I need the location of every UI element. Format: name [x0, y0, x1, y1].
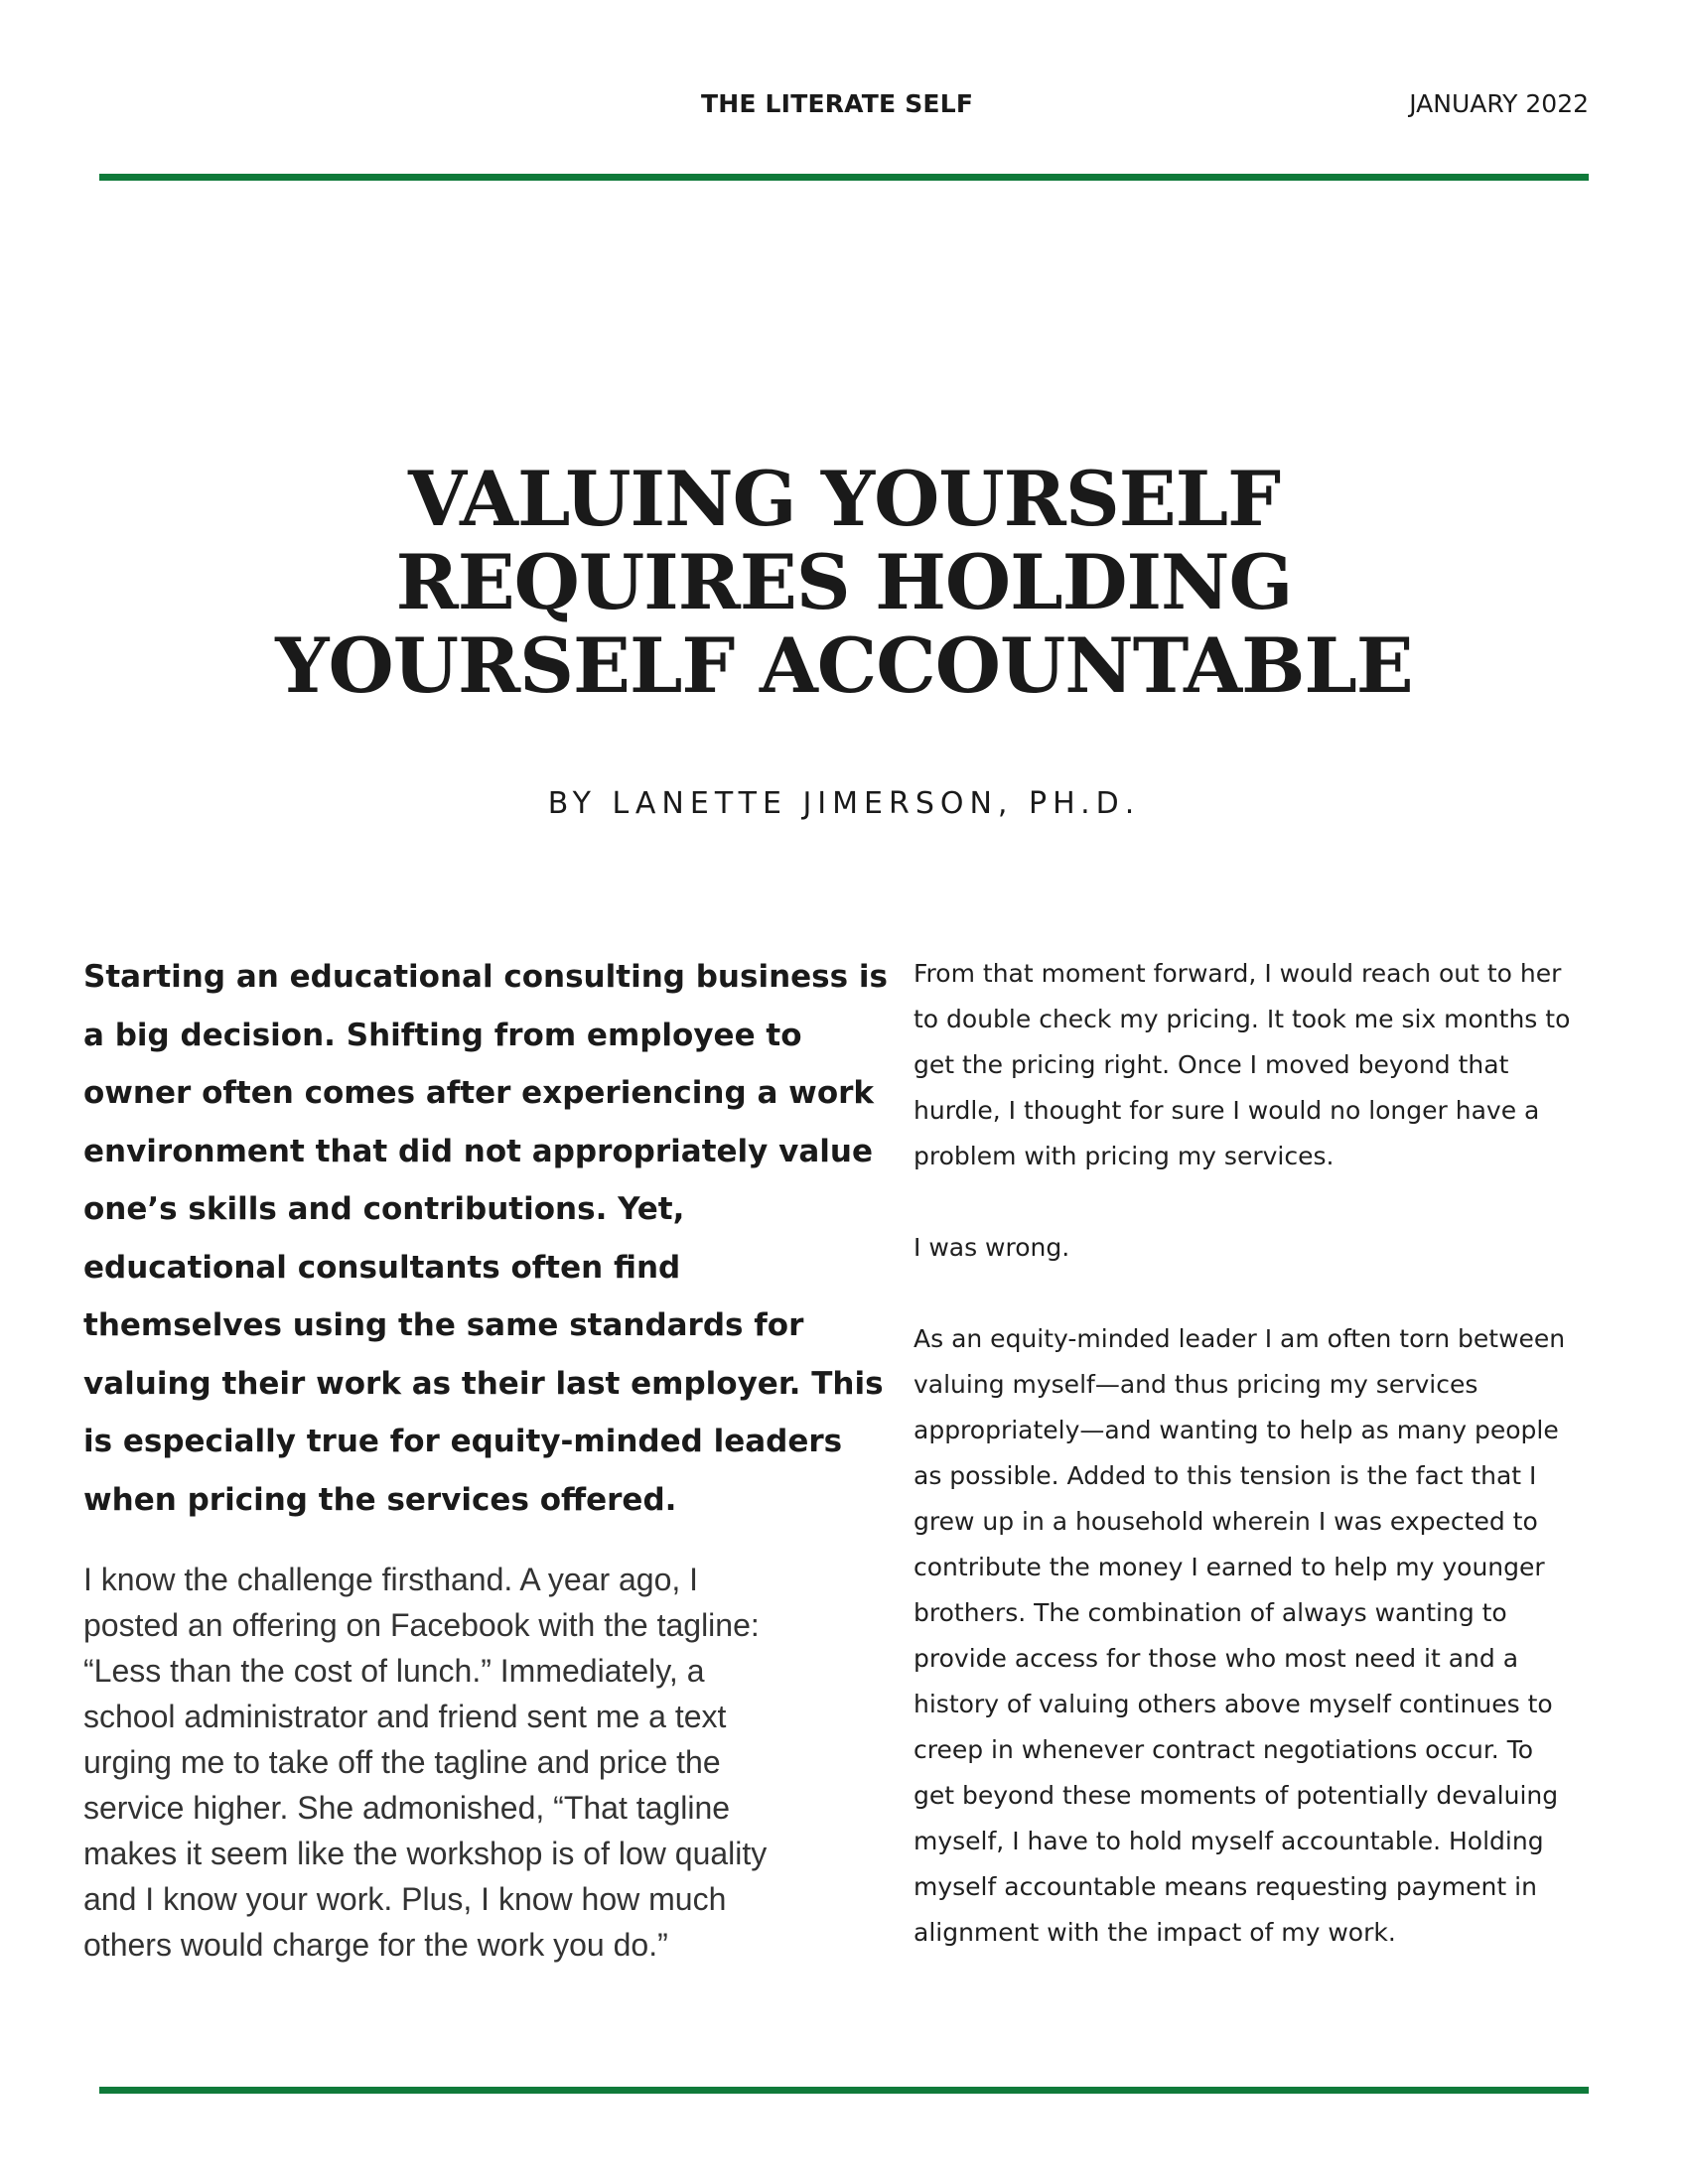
header-publication-name: THE LITERATE SELF [701, 89, 974, 118]
story-line: others would charge for the work you do.” [83, 1927, 668, 1963]
right-paragraph-3 [914, 1316, 1599, 1956]
header-date: JANUARY 2022 [1409, 89, 1589, 118]
lead-paragraph [83, 948, 888, 1529]
body-line: history of valuing others above myself continues to [914, 1690, 1553, 1718]
top-rule [99, 174, 1589, 181]
body-line: As an equity-minded leader I am often torn between [914, 1324, 1566, 1353]
body-line: myself, I have to hold myself accountable. Holding [914, 1827, 1544, 1855]
lead-line: themselves using the same standards for [83, 1307, 804, 1343]
story-paragraph [83, 1557, 868, 1968]
story-line: service higher. She admonished, “That tagline [83, 1790, 731, 1826]
story-line: I know the challenge firsthand. A year ago, I [83, 1562, 699, 1597]
title-line: YOURSELF ACCOUNTABLE [275, 620, 1413, 710]
body-line: get beyond these moments of potentially devaluing [914, 1781, 1559, 1810]
right-column [914, 951, 1599, 2001]
lead-line: valuing their work as their last employer. This [83, 1365, 884, 1402]
lead-line: educational consultants often find [83, 1249, 681, 1286]
body-line: creep in whenever contract negotiations occur. To [914, 1735, 1534, 1764]
story-line: posted an offering on Facebook with the tagline: [83, 1607, 760, 1643]
title-line: VALUING YOURSELF [407, 454, 1281, 543]
right-paragraph-1 [914, 951, 1599, 1179]
lead-line: environment that did not appropriately value [83, 1133, 874, 1169]
lead-line: Starting an educational consulting business is [83, 959, 888, 995]
story-line: and I know your work. Plus, I know how much [83, 1881, 727, 1917]
body-line: get the pricing right. Once I moved beyond that [914, 1050, 1509, 1079]
left-column [83, 948, 888, 1968]
body-line: From that moment forward, I would reach out to her [914, 959, 1562, 988]
body-line: to double check my pricing. It took me six months to [914, 1005, 1571, 1033]
story-line: urging me to take off the tagline and price the [83, 1744, 721, 1780]
right-paragraph-2 [914, 1225, 1599, 1271]
body-line: hurdle, I thought for sure I would no longer have a [914, 1096, 1540, 1125]
story-line: school administrator and friend sent me a text [83, 1699, 727, 1734]
article-title [149, 454, 1539, 710]
story-line: “Less than the cost of lunch.” Immediately, a [83, 1653, 705, 1689]
body-line: provide access for those who most need it and a [914, 1644, 1519, 1673]
body-line: as possible. Added to this tension is the fact that I [914, 1461, 1537, 1490]
lead-line: owner often comes after experiencing a work [83, 1075, 875, 1111]
body-line: grew up in a household wherein I was expected to [914, 1507, 1538, 1536]
body-line: problem with pricing my services. [914, 1142, 1335, 1170]
lead-line: when pricing the services offered. [83, 1481, 677, 1518]
lead-line: a big decision. Shifting from employee to [83, 1017, 802, 1053]
lead-line: is especially true for equity-minded leaders [83, 1424, 843, 1459]
body-line: brothers. The combination of always wanting to [914, 1598, 1507, 1627]
body-line: I was wrong. [914, 1233, 1070, 1262]
body-line: contribute the money I earned to help my younger [914, 1553, 1545, 1581]
bottom-rule [99, 2087, 1589, 2094]
body-line: myself accountable means requesting payment in [914, 1872, 1537, 1901]
byline: BY LANETTE JIMERSON, PH.D. [547, 786, 1141, 821]
body-line: alignment with the impact of my work. [914, 1918, 1396, 1947]
story-line: makes it seem like the workshop is of low quality [83, 1836, 768, 1871]
lead-line: one’s skills and contributions. Yet, [83, 1191, 685, 1227]
body-line: valuing myself—and thus pricing my services [914, 1370, 1478, 1399]
title-line: REQUIRES HOLDING [395, 537, 1293, 626]
body-line: appropriately—and wanting to help as many people [914, 1416, 1559, 1444]
